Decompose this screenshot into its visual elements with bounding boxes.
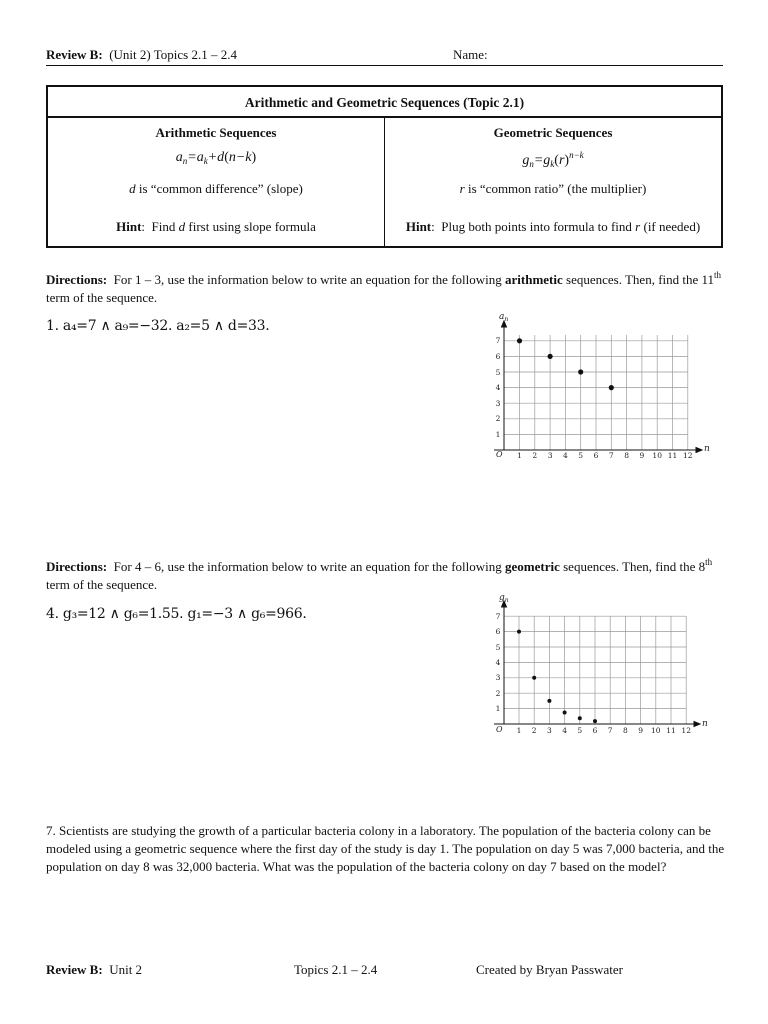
- question-7: 7. Scientists are studying the growth of a particular bacteria colony in a laboratory. The population of the bacteria colony can be modeled using a geometric sequence where the first day of the study is day 1. The population on day 5 was 7,000 bacteria, and the population on day 8 was 32,000 bacteria. What was the population of the bacteria colony on day 7 based on the model?: [46, 823, 725, 874]
- geometric-formula: $g_n=g_k(r)^{n-k}$: [522, 150, 584, 169]
- geometric-graph: [488, 592, 718, 737]
- footer-unit: Unit 2: [109, 962, 143, 977]
- y-axis-label: $a_n$: [499, 312, 509, 323]
- ordinal-suffix: th: [714, 270, 722, 280]
- svg-text:7: 7: [607, 726, 613, 735]
- reference-table-title: Arithmetic and Geometric Sequences (Topic 2.1): [48, 87, 721, 118]
- footer-review: [46, 962, 142, 978]
- var-d: d: [129, 181, 136, 196]
- directions-text: For 1 – 3, use the information below to write an equation for the following: [107, 272, 506, 287]
- geometric-definition: [385, 181, 721, 197]
- svg-text:6: 6: [593, 451, 599, 460]
- directions-text: term of the sequence.: [46, 290, 158, 305]
- directions-text: sequences. Then, find the 8: [559, 559, 706, 574]
- grid: [504, 335, 688, 450]
- svg-text:2: 2: [495, 689, 501, 698]
- hint-text: first using slope formula: [185, 219, 316, 234]
- origin-label: O: [496, 450, 503, 459]
- svg-text:8: 8: [623, 726, 628, 735]
- svg-text:7: 7: [495, 336, 501, 345]
- svg-text:2: 2: [495, 414, 501, 423]
- svg-text:1: 1: [495, 704, 501, 713]
- geometric-column: [385, 118, 721, 246]
- svg-text:4: 4: [562, 726, 567, 735]
- problems-1-3: 1. a₄=7 ∧ a₉=−32. a₂=5 ∧ d=33.: [46, 318, 270, 334]
- hint-text: : Plug both points into formula to find: [431, 219, 636, 234]
- directions-geometric: [46, 553, 726, 594]
- origin-label: O: [496, 725, 503, 734]
- directions-label: Directions:: [46, 559, 108, 574]
- svg-text:9: 9: [639, 451, 645, 460]
- arithmetic-hint: [48, 219, 384, 235]
- svg-text:4: 4: [495, 658, 501, 667]
- svg-text:5: 5: [495, 368, 501, 377]
- directions-text: term of the sequence.: [46, 577, 158, 592]
- directions-label: Directions:: [46, 272, 108, 287]
- hint-label: Hint: [405, 219, 432, 234]
- directions-text: sequences. Then, find the 11: [562, 272, 715, 287]
- grid: [504, 616, 686, 724]
- svg-text:5: 5: [495, 643, 501, 652]
- arithmetic-column: [48, 118, 385, 246]
- hint-text: : Find: [141, 219, 179, 234]
- name-field-label: Name:: [453, 47, 488, 62]
- svg-text:6: 6: [592, 726, 598, 735]
- directions-text: For 4 – 6, use the information below to write an equation for the following: [107, 559, 506, 574]
- var-r: r: [459, 181, 465, 196]
- directions-emphasis: geometric: [505, 559, 560, 574]
- svg-text:1: 1: [517, 451, 522, 460]
- svg-text:3: 3: [495, 673, 501, 682]
- svg-text:3: 3: [547, 726, 552, 735]
- svg-text:11: 11: [667, 451, 678, 460]
- arithmetic-definition: [48, 181, 384, 197]
- definition-text: is “common difference” (slope): [135, 181, 303, 196]
- svg-text:5: 5: [578, 451, 584, 460]
- y-axis-label: $g_n$: [499, 593, 509, 604]
- reference-table: [46, 85, 723, 248]
- page-header: [46, 47, 723, 66]
- x-axis-label: n: [702, 719, 708, 729]
- svg-text:10: 10: [651, 726, 661, 735]
- ordinal-suffix: th: [705, 557, 713, 567]
- footer-review-label: Review B:: [46, 962, 103, 977]
- definition-text: is “common ratio” (the multiplier): [464, 181, 647, 196]
- arithmetic-formula: $a_n=a_k+d(n-k)$: [175, 150, 257, 166]
- var-r: r: [635, 219, 641, 234]
- svg-text:2: 2: [532, 451, 538, 460]
- header-review-label: Review B:: [46, 47, 103, 62]
- svg-text:5: 5: [577, 726, 583, 735]
- svg-text:12: 12: [683, 451, 693, 460]
- geometric-hint: [385, 219, 721, 235]
- footer-credit: Created by Bryan Passwater: [476, 962, 623, 977]
- svg-text:2: 2: [531, 726, 537, 735]
- header-review: [46, 47, 237, 63]
- arithmetic-graph: [488, 310, 718, 460]
- arithmetic-heading: Arithmetic Sequences: [155, 125, 277, 140]
- directions-arithmetic: [46, 266, 726, 307]
- hint-label: Hint: [116, 219, 142, 234]
- directions-emphasis: arithmetic: [505, 272, 563, 287]
- svg-text:7: 7: [495, 612, 501, 621]
- svg-text:1: 1: [516, 726, 522, 735]
- footer-topics: Topics 2.1 – 2.4: [294, 962, 378, 977]
- svg-text:8: 8: [624, 451, 629, 460]
- svg-text:10: 10: [652, 451, 662, 460]
- svg-text:11: 11: [666, 726, 676, 735]
- svg-text:12: 12: [681, 726, 691, 735]
- svg-text:1: 1: [495, 430, 501, 439]
- svg-text:7: 7: [608, 451, 614, 460]
- svg-text:6: 6: [495, 352, 501, 361]
- hint-text: (if needed): [640, 219, 701, 234]
- problems-4-6: 4. g₃=12 ∧ g₆=1.55. g₁=−3 ∧ g₆=966.: [46, 606, 307, 622]
- svg-text:6: 6: [495, 627, 501, 636]
- svg-text:9: 9: [638, 726, 643, 735]
- var-d: d: [178, 219, 186, 234]
- svg-text:3: 3: [495, 399, 501, 408]
- svg-text:3: 3: [547, 451, 553, 460]
- geometric-heading: Geometric Sequences: [493, 125, 613, 140]
- data-points: [517, 630, 597, 724]
- x-axis-label: n: [704, 444, 710, 454]
- header-review-text: (Unit 2) Topics 2.1 – 2.4: [109, 47, 237, 62]
- svg-text:4: 4: [495, 383, 501, 392]
- svg-text:4: 4: [563, 451, 568, 460]
